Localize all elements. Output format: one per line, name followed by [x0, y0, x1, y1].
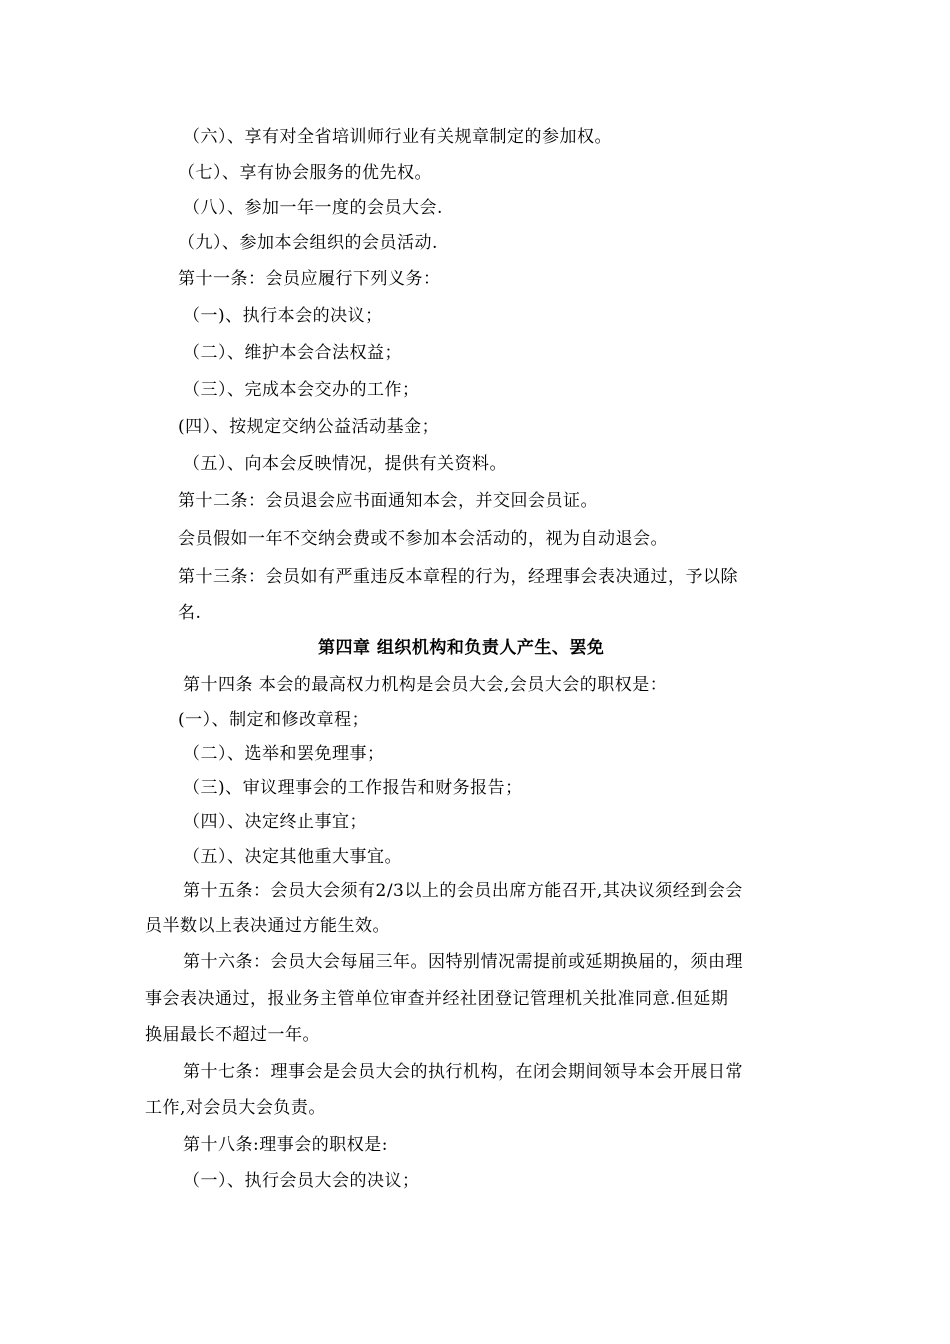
clause-item-7: （七）、享有协会服务的优先权。	[178, 163, 432, 183]
article-14: 第十四条 本会的最高权力机构是会员大会,会员大会的职权是：	[183, 675, 668, 695]
article-16: 第十六条：会员大会每届三年。因特别情况需提前或延期换届的，须由理	[183, 952, 743, 972]
duty-item-3: （三）、完成本会交办的工作；	[183, 380, 420, 400]
chapter-4-heading: 第四章 组织机构和负责人产生、罢免	[318, 638, 605, 658]
clause-item-6: （六）、享有对全省培训师行业有关规章制定的参加权。	[183, 127, 612, 147]
power-item-1: (一）、制定和修改章程；	[178, 710, 370, 730]
clause-item-8: （八）、参加一年一度的会员大会.	[183, 198, 443, 218]
article-15: 第十五条：会员大会须有2/3以上的会员出席方能召开,其决议须经到会会	[183, 881, 743, 901]
article-13-continued: 名.	[178, 603, 202, 623]
power-item-5: （五）、决定其他重大事宜。	[183, 847, 402, 867]
article-18: 第十八条:理事会的职权是:	[183, 1135, 388, 1155]
article-15-continued: 员半数以上表决通过方能生效。	[145, 916, 390, 936]
power-item-2: （二）、选举和罢免理事；	[183, 744, 385, 764]
article-17: 第十七条：理事会是会员大会的执行机构，在闭会期间领导本会开展日常	[183, 1062, 743, 1082]
auto-withdrawal-text: 会员假如一年不交纳会费或不参加本会活动的，视为自动退会。	[178, 529, 668, 549]
article-17-continued: 工作,对会员大会负责。	[145, 1098, 326, 1118]
duty-item-4: (四）、按规定交纳公益活动基金；	[178, 417, 440, 437]
power-item-4: （四）、决定终止事宜；	[183, 812, 367, 832]
article-13: 第十三条：会员如有严重违反本章程的行为，经理事会表决通过，予以除	[178, 567, 738, 587]
council-power-item-1: （一）、执行会员大会的决议；	[183, 1171, 420, 1191]
article-12: 第十二条：会员退会应书面通知本会，并交回会员证。	[178, 491, 598, 511]
power-item-3: （三)、审议理事会的工作报告和财务报告；	[183, 778, 523, 798]
duty-item-1: （一)、执行本会的决议；	[183, 306, 383, 326]
duty-item-5: （五）、向本会反映情况，提供有关资料。	[183, 454, 507, 474]
article-11: 第十一条：会员应履行下列义务：	[178, 269, 441, 289]
clause-item-9: （九）、参加本会组织的会员活动.	[178, 233, 438, 253]
duty-item-2: （二）、维护本会合法权益；	[183, 343, 402, 363]
article-16-continued-2: 换届最长不超过一年。	[145, 1025, 320, 1045]
article-16-continued-1: 事会表决通过，报业务主管单位审查并经社团登记管理机关批准同意.但延期	[145, 989, 729, 1009]
